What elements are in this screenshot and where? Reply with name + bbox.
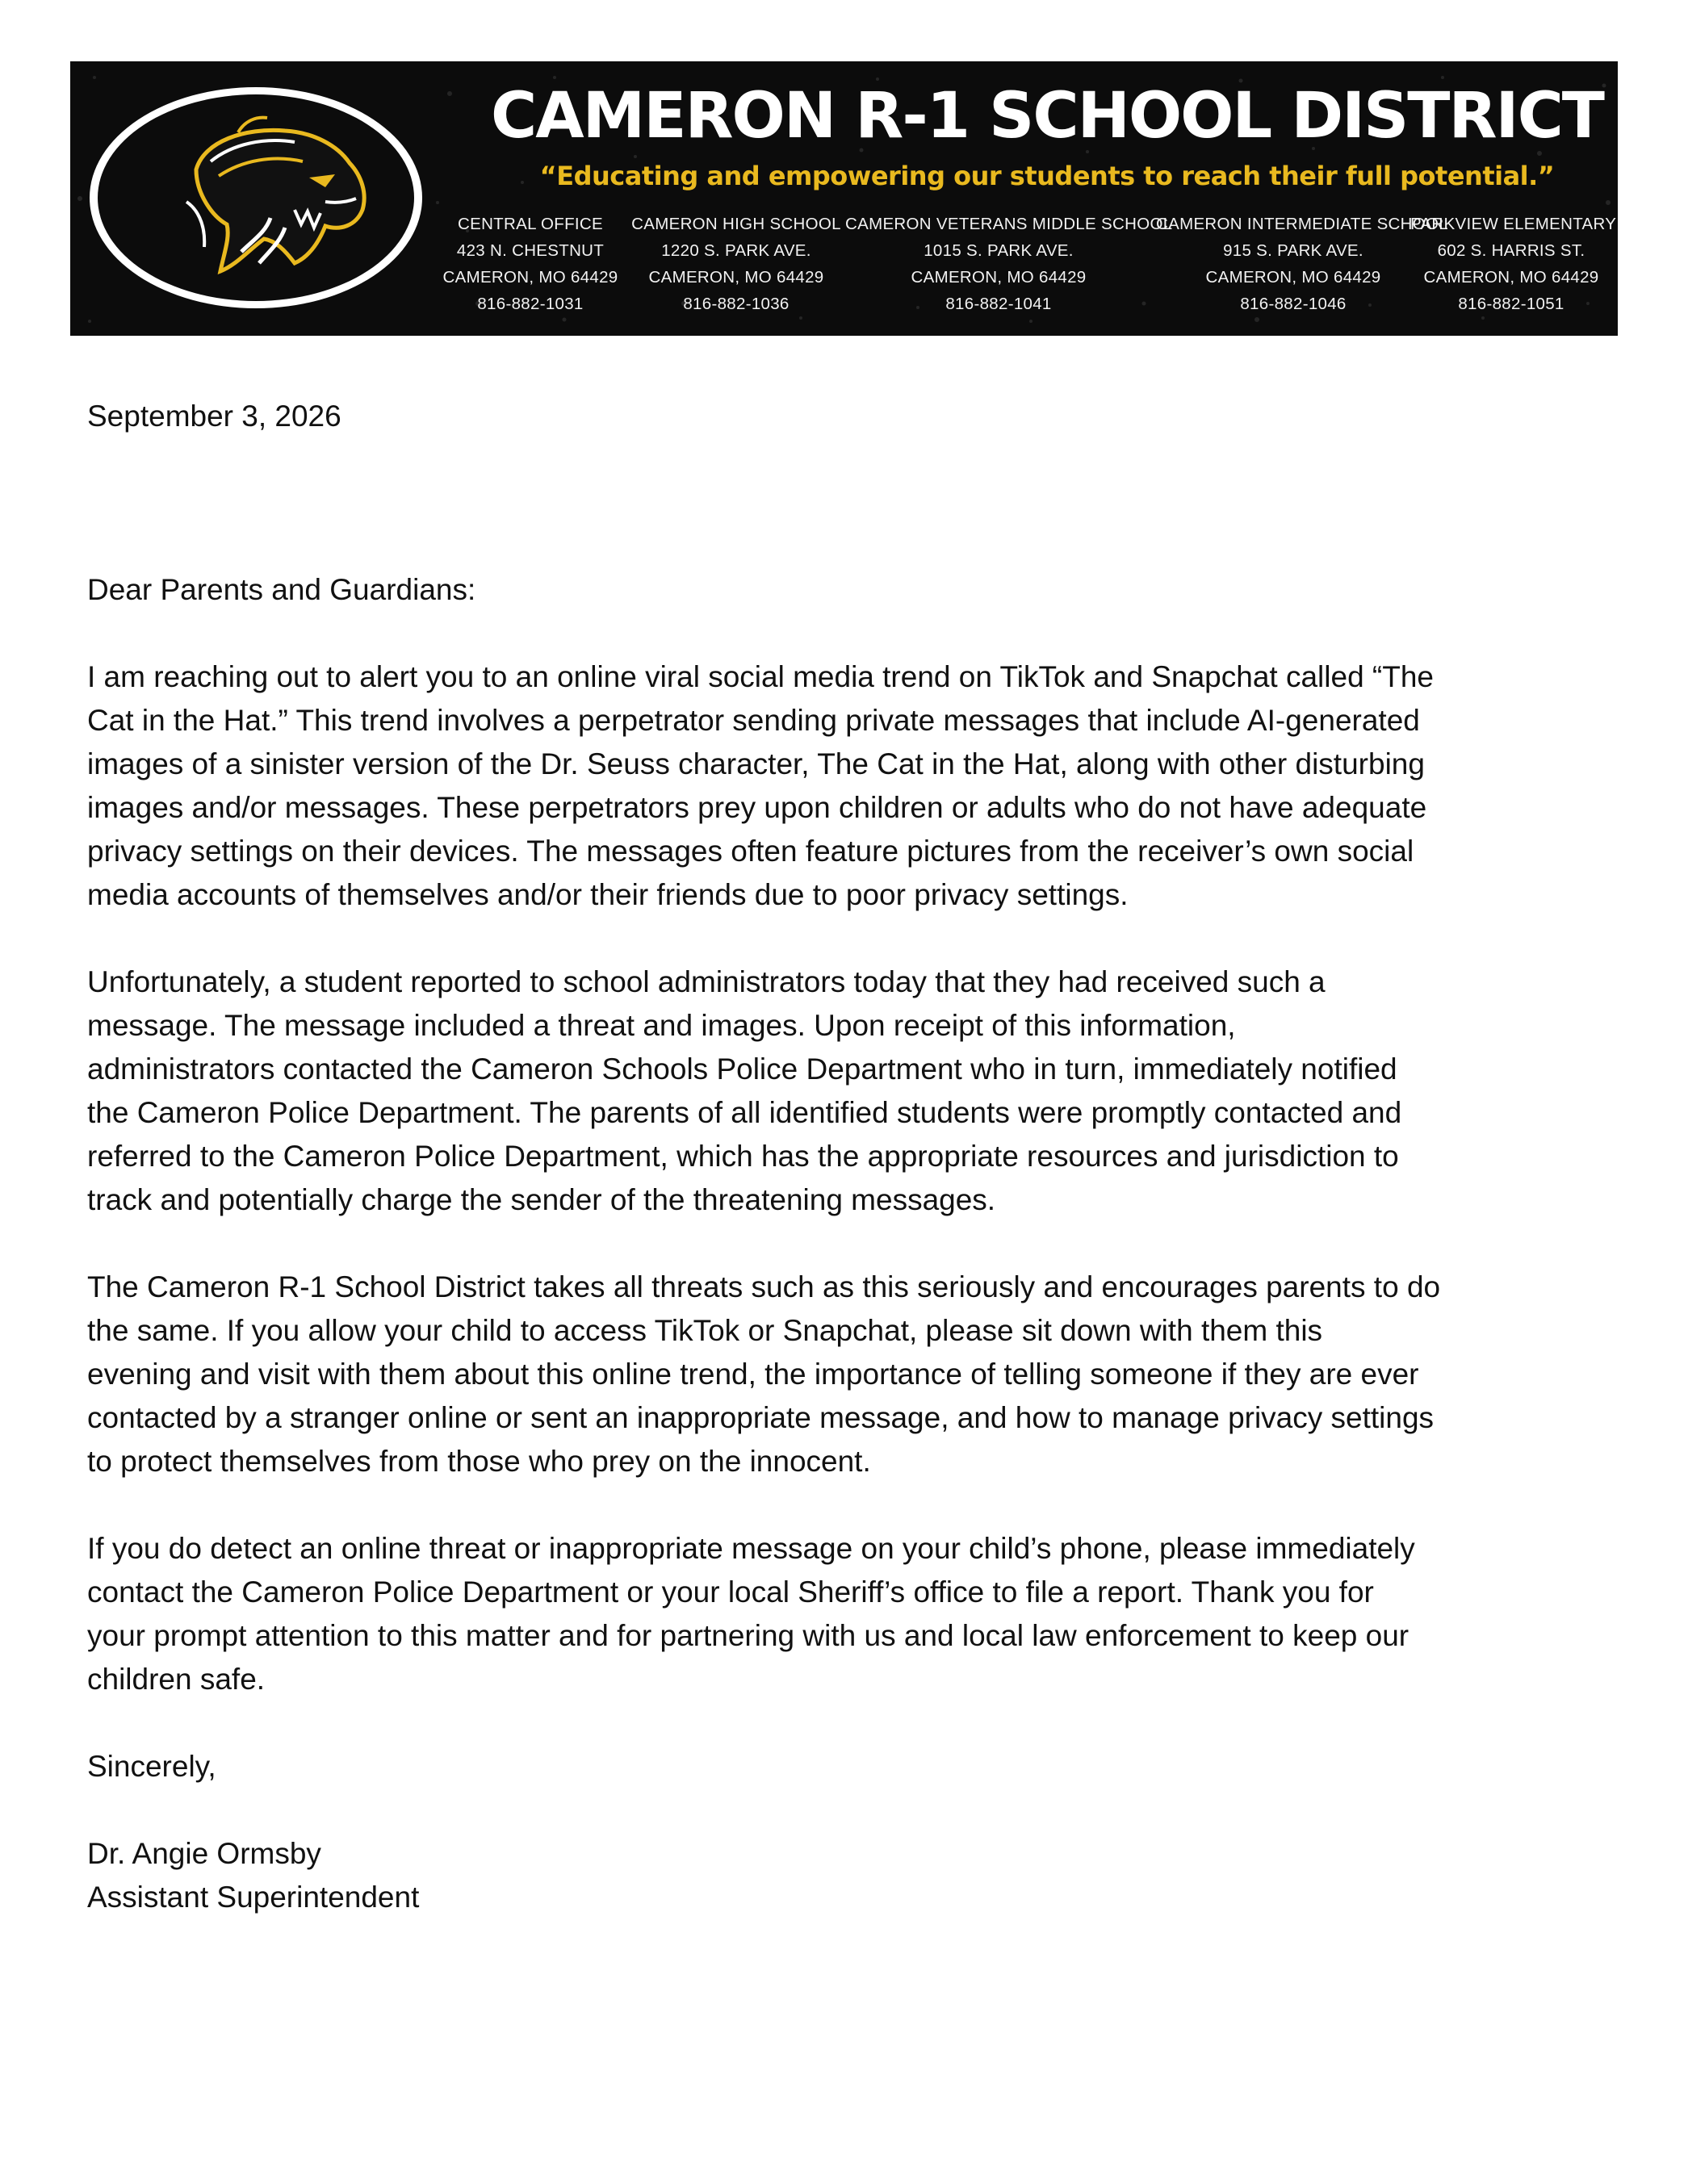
paragraph-line: If you do detect an online threat or inappropriate message on your child’s phone, please immediately — [87, 1532, 1415, 1565]
school-city: CAMERON, MO 64429 — [442, 268, 618, 287]
paragraph-line: contacted by a stranger online or sent an inappropriate message, and how to manage privacy settings — [87, 1401, 1435, 1434]
school-name: CAMERON VETERANS MIDDLE SCHOOL — [845, 215, 1173, 233]
school-address: 1220 S. PARK AVE. — [661, 241, 811, 260]
paragraph-line: evening and visit with them about this online trend, the importance of telling someone if they are ever — [87, 1358, 1419, 1391]
paragraph-line: images and/or messages. These perpetrators prey upon children or adults who do not have adequate — [87, 791, 1427, 824]
paragraph-line: track and potentially charge the sender of the threatening messages. — [87, 1183, 996, 1216]
school-contact — [845, 211, 1173, 317]
school-phone: 816-882-1046 — [1240, 295, 1347, 313]
paragraph-line: images of a sinister version of the Dr. Seuss character, The Cat in the Hat, along with other disturbing — [87, 747, 1425, 780]
school-address: 1015 S. PARK AVE. — [924, 241, 1074, 260]
school-phone: 816-882-1041 — [945, 295, 1052, 313]
school-phone: 816-882-1031 — [477, 295, 584, 313]
school-city: CAMERON, MO 64429 — [1423, 268, 1599, 287]
school-directory — [70, 211, 1618, 324]
school-name: CAMERON INTERMEDIATE SCHOOL — [1156, 215, 1448, 233]
school-name: CAMERON HIGH SCHOOL — [631, 215, 841, 233]
paragraph-line: The Cameron R-1 School District takes all threats such as this seriously and encourages parents to do — [87, 1270, 1441, 1303]
school-contact — [631, 211, 841, 317]
school-address: 915 S. PARK AVE. — [1223, 241, 1363, 260]
school-address: 602 S. HARRIS ST. — [1437, 241, 1585, 260]
school-phone: 816-882-1051 — [1458, 295, 1564, 313]
school-address: 423 N. CHESTNUT — [456, 241, 605, 260]
school-contact — [1410, 211, 1617, 317]
school-name: CENTRAL OFFICE — [458, 215, 603, 233]
paragraph-line: media accounts of themselves and/or their friends due to poor privacy settings. — [87, 878, 1129, 911]
district-motto: “Educating and empowering our students to reach their full potential.” — [539, 161, 1555, 191]
paragraph-line: to protect themselves from those who prey on the innocent. — [87, 1445, 871, 1478]
school-city: CAMERON, MO 64429 — [911, 268, 1087, 287]
letter-salutation: Dear Parents and Guardians: — [87, 573, 476, 606]
paragraph-line: message. The message included a threat and images. Upon receipt of this information, — [87, 1009, 1236, 1042]
school-city: CAMERON, MO 64429 — [648, 268, 824, 287]
school-city: CAMERON, MO 64429 — [1205, 268, 1381, 287]
paragraph-line: contact the Cameron Police Department or your local Sheriff’s office to file a report. Thank you for — [87, 1575, 1374, 1609]
paragraph-line: I am reaching out to alert you to an online viral social media trend on TikTok and Snapchat called “The — [87, 660, 1434, 693]
paragraph-line: your prompt attention to this matter and for partnering with us and local law enforcement to keep our — [87, 1619, 1409, 1652]
paragraph-line: the same. If you allow your child to access TikTok or Snapchat, please sit down with them this — [87, 1314, 1323, 1347]
signer-title: Assistant Superintendent — [87, 1881, 420, 1914]
paragraph-line: children safe. — [87, 1663, 266, 1696]
letterhead-banner — [70, 61, 1618, 336]
school-contact — [1156, 211, 1448, 317]
district-name: CAMERON R-1 SCHOOL DISTRICT — [490, 80, 1604, 153]
school-name: PARKVIEW ELEMENTARY — [1410, 215, 1617, 233]
paragraph-line: Unfortunately, a student reported to school administrators today that they had received such a — [87, 965, 1326, 998]
letter-closing: Sincerely, — [87, 1750, 216, 1783]
paragraph-line: administrators contacted the Cameron Schools Police Department who in turn, immediately notified — [87, 1052, 1397, 1086]
letter-date: September 3, 2026 — [87, 400, 341, 433]
paragraph-line: Cat in the Hat.” This trend involves a perpetrator sending private messages that include AI-generated — [87, 704, 1420, 737]
paragraph-line: privacy settings on their devices. The messages often feature pictures from the receiver’s own social — [87, 835, 1414, 868]
school-phone: 816-882-1036 — [683, 295, 790, 313]
paragraph-line: referred to the Cameron Police Department, which has the appropriate resources and jurisdiction to — [87, 1140, 1399, 1173]
school-contact — [434, 211, 627, 317]
paragraph-line: the Cameron Police Department. The parents of all identified students were promptly contacted and — [87, 1096, 1402, 1129]
signer-name: Dr. Angie Ormsby — [87, 1837, 321, 1870]
